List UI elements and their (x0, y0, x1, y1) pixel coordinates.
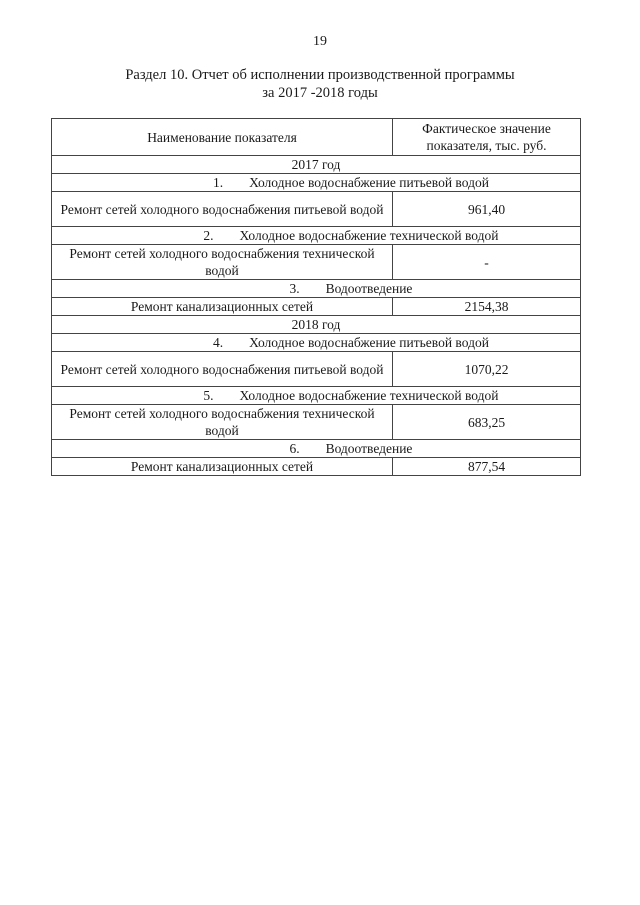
section-heading (52, 174, 581, 192)
section-heading (52, 334, 581, 352)
section-number: 5. (203, 388, 214, 403)
section-row (52, 387, 581, 405)
section-heading (52, 440, 581, 458)
section-row (52, 174, 581, 192)
section-heading (52, 280, 581, 298)
section-heading (52, 227, 581, 245)
year-row (52, 156, 581, 174)
header-value: Фактическое значение показателя, тыс. руб. (393, 119, 581, 156)
header-name: Наименование показателя (52, 119, 393, 156)
item-value: 1070,22 (393, 352, 581, 387)
item-value: 2154,38 (393, 298, 581, 316)
section-name: Холодное водоснабжение питьевой водой (249, 335, 489, 350)
section-number: 1. (212, 175, 224, 190)
section-row (52, 280, 581, 298)
table-row (52, 405, 581, 440)
section-row (52, 227, 581, 245)
section-title-line-2: за 2017 -2018 годы (262, 85, 378, 101)
item-value: 961,40 (393, 192, 581, 227)
section-number: 4. (212, 335, 224, 350)
section-name: Холодное водоснабжение технической водой (239, 388, 499, 403)
section-number: 6. (289, 441, 300, 456)
item-name: Ремонт сетей холодного водоснабжения технической водой (52, 245, 393, 280)
section-name: Холодное водоснабжение технической водой (239, 228, 499, 243)
item-name: Ремонт сетей холодного водоснабжения питьевой водой (52, 192, 393, 227)
section-name: Холодное водоснабжение питьевой водой (249, 175, 489, 190)
section-heading (52, 387, 581, 405)
item-name: Ремонт канализационных сетей (52, 458, 393, 476)
section-row (52, 334, 581, 352)
table-row (52, 352, 581, 387)
table-row (52, 458, 581, 476)
header-row (52, 119, 581, 156)
section-number: 2. (203, 228, 214, 243)
item-name: Ремонт сетей холодного водоснабжения технической водой (52, 405, 393, 440)
item-value: - (393, 245, 581, 280)
year-label: 2017 год (52, 156, 581, 174)
table-row (52, 298, 581, 316)
item-value: 877,54 (393, 458, 581, 476)
item-value: 683,25 (393, 405, 581, 440)
item-name: Ремонт сетей холодного водоснабжения питьевой водой (52, 352, 393, 387)
item-name: Ремонт канализационных сетей (52, 298, 393, 316)
section-name: Водоотведение (325, 281, 413, 296)
section-name: Водоотведение (325, 441, 413, 456)
section-title-line-1: Раздел 10. Отчет об исполнении производственной программы (125, 67, 515, 83)
section-number: 3. (289, 281, 300, 296)
section-row (52, 440, 581, 458)
table-row (52, 245, 581, 280)
page-number: 19 (313, 34, 327, 49)
section-title (0, 66, 640, 102)
table-row (52, 192, 581, 227)
year-row (52, 316, 581, 334)
year-label: 2018 год (52, 316, 581, 334)
report-table (51, 118, 581, 476)
